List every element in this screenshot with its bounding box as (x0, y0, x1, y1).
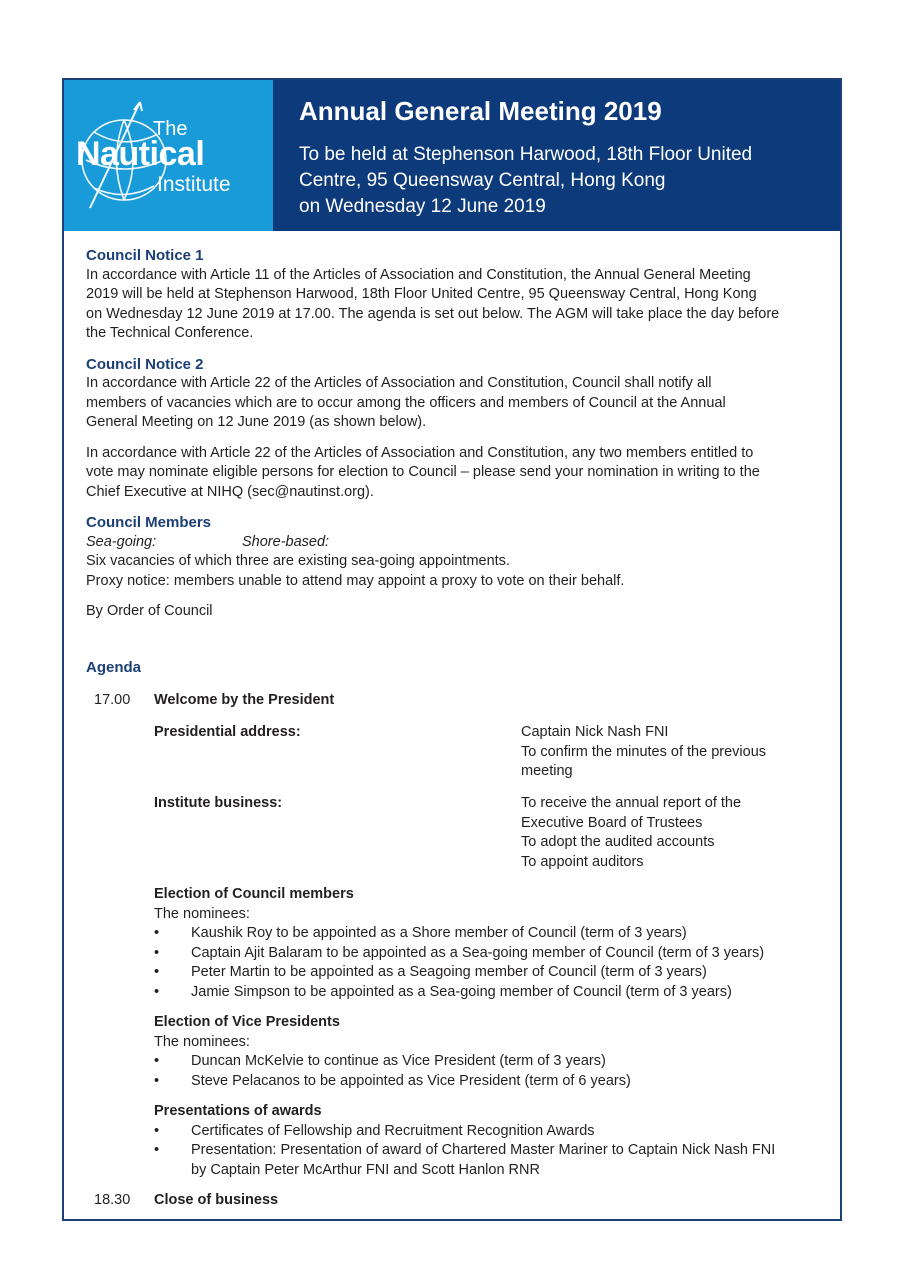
institute-business-label: Institute business: (154, 795, 283, 811)
presidential-address-details (521, 723, 766, 782)
detail-line: To appoint auditors (521, 853, 644, 870)
logo-text-the: The (153, 118, 188, 140)
council-members-heading: Council Members (86, 514, 212, 531)
text-line: on Wednesday 12 June 2019 at 17.00. The agenda is set out below. The AGM will take place the day before (86, 305, 780, 322)
agenda-close-time: 18.30 (94, 1192, 131, 1208)
list-item: • Kaushik Roy to be appointed as a Shore member of Council (term of 3 years) (154, 924, 826, 944)
list-item: • Certificates of Fellowship and Recruitment Recognition Awards (154, 1122, 826, 1142)
presidential-address-row (154, 723, 826, 783)
institute-business-details (521, 794, 741, 872)
institute-business-row (154, 794, 826, 873)
subtitle-line: To be held at Stephenson Harwood, 18th Floor United (299, 144, 753, 165)
list-item: • Captain Ajit Balaram to be appointed as a Sea-going member of Council (term of 3 years) (154, 944, 826, 964)
agenda-row-welcome (86, 691, 826, 711)
election-council-heading: Election of Council members (154, 886, 354, 902)
subtitle-line: Centre, 95 Queensway Central, Hong Kong (299, 170, 666, 191)
members-categories (86, 533, 826, 553)
council-members-text (86, 533, 826, 592)
agenda-heading: Agenda (86, 659, 142, 676)
awards-block (154, 1102, 826, 1180)
logo-text-nautical: Nautical (76, 135, 205, 173)
agenda-row-close (86, 1191, 826, 1211)
detail-line: To adopt the audited accounts (521, 834, 715, 850)
council-notice-1-text (86, 266, 826, 344)
by-order-text: By Order of Council (86, 603, 213, 619)
welcome-item: Welcome by the President (154, 691, 335, 708)
text-line: members of vacancies which are to occur among the officers and members of Council at the Annual (86, 394, 726, 411)
list-item: • Jamie Simpson to be appointed as a Sea-going member of Council (term of 3 years) (154, 983, 826, 1003)
text-line: Proxy notice: members unable to attend may appoint a proxy to vote on their behalf. (86, 572, 625, 589)
detail-line: Executive Board of Trustees (521, 814, 703, 831)
page-subtitle (299, 142, 829, 220)
election-vp-heading: Election of Vice Presidents (154, 1014, 340, 1030)
text-line: Chief Executive at NIHQ (sec@nautinst.org). (86, 483, 374, 500)
awards-heading: Presentations of awards (154, 1103, 322, 1119)
text-line: General Meeting on 12 June 2019 (as shown below). (86, 414, 427, 430)
council-notice-2-text (86, 374, 826, 433)
sea-going-label: Sea-going: (86, 533, 157, 550)
council-notice-1-heading: Council Notice 1 (86, 247, 204, 264)
detail-line: To confirm the minutes of the previous (521, 743, 767, 760)
agenda-section (86, 658, 826, 1211)
text-line: 2019 will be held at Stephenson Harwood, 18th Floor United Centre, 95 Queensway Central, Hong Kong (86, 286, 757, 302)
award-line: • Presentation: Presentation of award of Chartered Master Mariner to Captain Nick Nash FNI (191, 1142, 776, 1158)
text-line: In accordance with Article 22 of the Articles of Association and Constitution, Council shall notify all (86, 375, 712, 391)
close-item: Close of business (154, 1192, 279, 1208)
text-line: Six vacancies of which three are existing sea-going appointments. (86, 553, 510, 569)
nautical-institute-logo (64, 80, 273, 231)
election-council-block (154, 885, 826, 1002)
council-notice-2-heading: Council Notice 2 (86, 355, 204, 373)
nominees-label: The nominees: (154, 1033, 250, 1050)
header-banner (64, 80, 840, 231)
agenda-start-time: 17.00 (94, 691, 131, 708)
text-line: In accordance with Article 11 of the Articles of Association and Constitution, the Annual General Meeting (86, 266, 751, 283)
document-frame (62, 78, 842, 1221)
nominees-label: The nominees: (154, 905, 250, 922)
text-line: In accordance with Article 22 of the Articles of Association and Constitution, any two members entitled to (86, 444, 754, 461)
subtitle-line: on Wednesday 12 June 2019 (299, 196, 546, 217)
list-item: • Peter Martin to be appointed as a Seagoing member of Council (term of 3 years) (154, 963, 826, 983)
nomination-text (86, 444, 826, 503)
election-vp-block (154, 1013, 826, 1091)
text-line: vote may nominate eligible persons for election to Council – please send your nomination in writing to the (86, 464, 760, 480)
page-title: Annual General Meeting 2019 (299, 96, 662, 126)
logo-text-institute: Institute (157, 173, 231, 196)
detail-line: Captain Nick Nash FNI (521, 724, 669, 740)
award-line: by Captain Peter McArthur FNI and Scott Hanlon RNR (191, 1161, 540, 1178)
notices-section (86, 246, 826, 633)
list-item: • Duncan McKelvie to continue as Vice President (term of 3 years) (154, 1052, 826, 1072)
shore-based-label: Shore-based: (242, 533, 330, 550)
detail-line: meeting (521, 763, 573, 779)
list-item: • Steve Pelacanos to be appointed as Vice President (term of 6 years) (154, 1072, 826, 1092)
list-item (154, 1141, 826, 1180)
text-line: the Technical Conference. (86, 325, 254, 341)
detail-line: To receive the annual report of the (521, 795, 742, 811)
presidential-address-label: Presidential address: (154, 724, 301, 740)
